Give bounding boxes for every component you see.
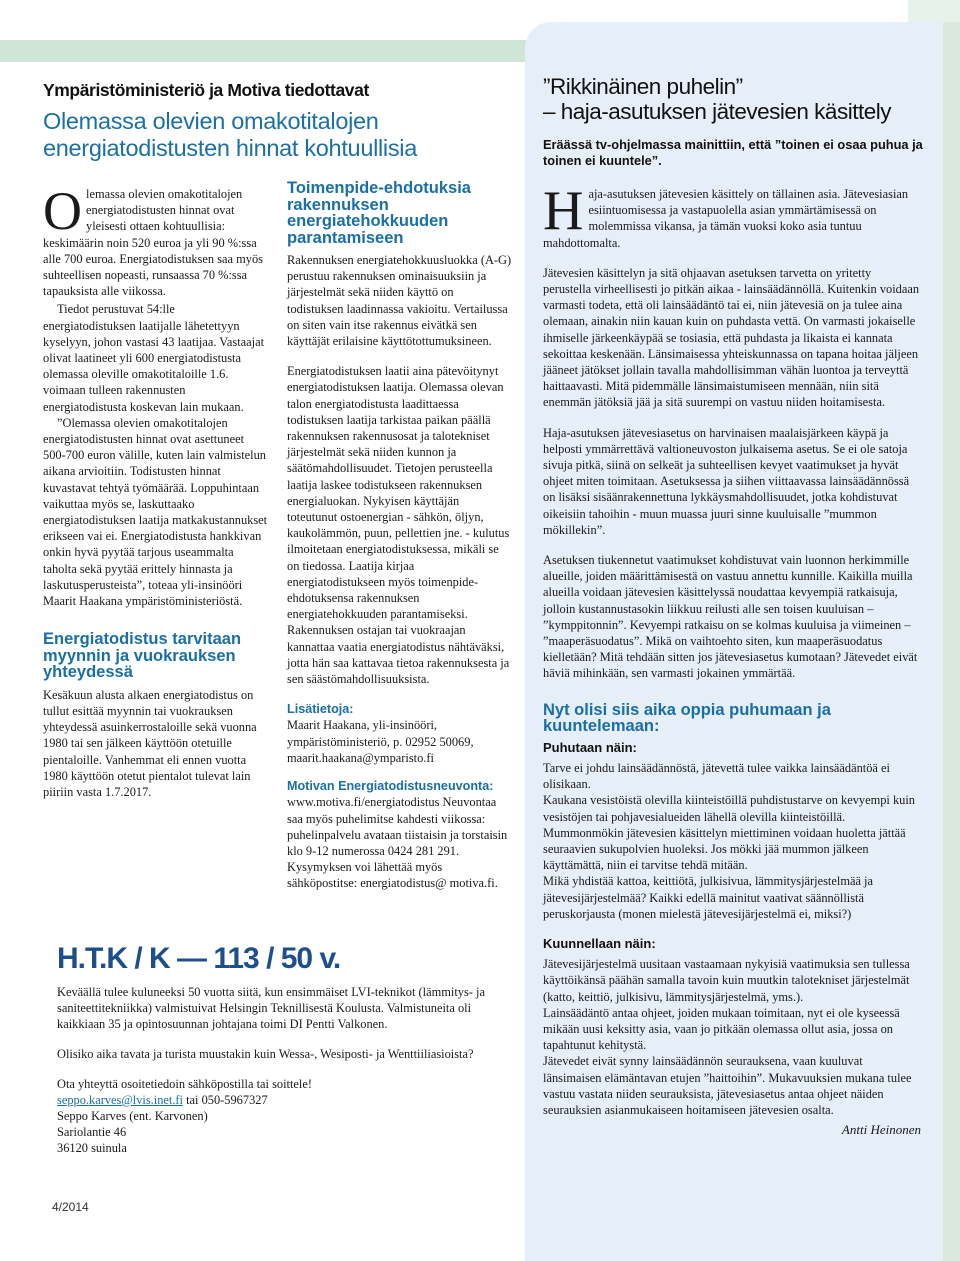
right-title-line-1: ”Rikkinäinen puhelin”	[543, 74, 743, 99]
htk-phone: tai 050-5967327	[183, 1093, 268, 1107]
contact-info: Maarit Haakana, yli-insinööri, ympäristöministeriö, p. 02952 50069, maarit.haakana@ymparisto.fi	[287, 718, 474, 765]
right-subheading-listen: Kuunnellaan näin:	[543, 935, 656, 951]
subheading-more-info: Lisätietoja:	[287, 702, 354, 717]
right-edge-strip	[943, 22, 960, 1261]
right-paragraph-8: Mikä yhdistää kattoa, keittiötä, julkisivua, lämmitysjärjestelmää ja jätevesijärjestelmää? Kaikki edellä mainitut vaativat säännöllistä peruskorjausta (monen mielestä jätevesijärjestelmä ei, miksi?)	[543, 874, 873, 921]
top-corner-accent	[908, 0, 960, 22]
right-title-line-2: – haja-asutuksen jätevesien käsittely	[543, 99, 891, 124]
right-paragraph-11: Jätevedet eivät synny lainsäädännön seurauksena, vaan kuuluvat länsimaisen elämäntavan etujen ”haittoihin”. Mukavuuksien mukana tulee vastuu vastata niiden seurauksista, jätevesiasetus antaa ohjeet näiden seurauksien asianmukaiseen hoitamiseen jätevesien osalta.	[543, 1054, 912, 1117]
headline-line-2: energiatodistusten hinnat kohtuullisia	[43, 135, 417, 161]
right-article-lead: Eräässä tv-ohjelmassa mainittiin, että ”toinen ei osaa puhua ja toinen ei kuuntele”.	[543, 137, 923, 168]
htk-email-link[interactable]: seppo.karves@lvis.inet.fi	[57, 1093, 183, 1107]
htk-text	[57, 984, 502, 1156]
htk-paragraph-1: Keväällä tulee kuluneeksi 50 vuotta siitä, kun ensimmäiset LVI-teknikot (lämmitys- ja saniteettitekniikka) valmistuivat Helsingin Teknillisestä Koulusta. Valmistuneita oli kaikkiaan 35 ja opintosuunnan johtajana toimi DI Pentti Valkonen.	[57, 985, 485, 1031]
article-kicker: Ympäristöministeriö ja Motiva tiedottavat	[43, 80, 369, 100]
right-paragraph-1-text: aja-asutuksen jätevesien käsittely on tällainen asia. Jätevesiasian esiintuomisessa ja vastapuolella asian ymmärtämisessä on molemmissa vikansa, ja tämän vuoksi koko asia tuntuu mahdottomalta.	[543, 187, 909, 250]
article-headline	[43, 108, 513, 162]
htk-paragraph-2: Olisiko aika tavata ja turista muustakin kuin Wessa-, Wesiposti- ja Wenttiiliasioista?	[57, 1047, 474, 1061]
right-drop-cap: H	[543, 180, 584, 242]
right-paragraph-5: Tarve ei johdu lainsäädännöstä, jätevettä tulee vaikka lainsäädäntöä ei olisikaan.	[543, 760, 890, 792]
htk-city: 36120 suinula	[57, 1141, 127, 1155]
drop-cap: O	[43, 181, 82, 241]
motiva-info: www.motiva.fi/energiatodistus Neuvontaa saa myös puhelimitse kahdesti viikossa: puhelinpalvelu avataan tiistaisin ja torstaisin klo 9-12 numerossa 0424 281 291. Kysymyksen voi lähettää myös sähköpostitse: energiatodistus@ motiva.fi.	[287, 795, 508, 891]
subheading-sale-rental: Energiatodistus tarvitaan myynnin ja vuokrauksen yhteydessä	[43, 630, 242, 682]
left-column-1	[43, 181, 269, 800]
subheading-motiva: Motivan Energiatodistusneuvonta:	[287, 779, 494, 794]
right-article-body	[543, 180, 921, 1138]
right-subheading-learn: Nyt olisi siis aika oppia puhumaan ja kuuntelemaan:	[543, 700, 831, 735]
htk-contact-line	[57, 1092, 502, 1108]
htk-name: Seppo Karves (ent. Karvonen)	[57, 1109, 208, 1123]
subheading-improvements: Toimenpide-ehdotuksia rakennuksen energiatehokkuuden parantamiseen	[287, 179, 471, 247]
right-paragraph-6: Kaukana vesistöistä olevilla kiinteistöillä puhdistustarve on kevyempi kuin vesistöjen tai pohjavesialueiden lähellä olevilla kiinteistöillä.	[543, 793, 915, 824]
right-paragraph-9: Jätevesijärjestelmä uusitaan vastaamaan nykyisiä vaatimuksia sen tullessa käyttöikänsä päähän samalla tavoin kuin muutkin talotekniset järjestelmät (katto, keittiö, julkisivu, lämmitysjärjestelmä, yms.).	[543, 957, 910, 1004]
right-article-title	[543, 74, 923, 124]
right-subheading-speak: Puhutaan näin:	[543, 739, 637, 755]
author-signature: Antti Heinonen	[841, 1122, 921, 1138]
left-column-2	[287, 180, 512, 892]
right-paragraph-4: Asetuksen tiukennetut vaatimukset kohdistuvat vain luonnon herkimmille alueille, joiden määrittämisestä on vastuu annettu kunnille. Kaikilla muilla alueilla voidaan jätevesien käsittelyssä noudattaa kevyempiä ratkaisuja, jolloin kustannustasokin liikkuu reilusti alle sen toisen kuuluisan – ”kymppitonnin”. Kevyempi ratkaisu on se kolmas kuuluisa ja viimeinen – ”maaperäsuodatus”. Mikä on vaihtoehto siten, kun maaperäsuodatus kielletään? Mitä tehdään sitten jos jätevesiasetus kumotaan? Jätevedet eivät häviä mihinkään, sen varmasti jokainen ymmärtää.	[543, 553, 918, 681]
htk-street: Sariolantie 46	[57, 1125, 127, 1139]
paragraph-intro	[43, 181, 269, 299]
htk-title: H.T.K / K — 113 / 50 v.	[57, 942, 341, 975]
paragraph-certifier: Energiatodistuksen laatii aina pätevöitynyt energiatodistuksen laatija. Olemassa olevan talon energiatodistusta laadittaessa todistuksen laatija tarkistaa paikan päällä rakennuksen rakennusosat ja talotekniset järjestelmät sekä niiden kunnon ja säätömahdollisuudet. Tietojen perusteella laatija laskee todistukseen rakennuksen energialuokan. Nykyisen käyttäjän toteutunut ostoenergian - sähkön, öljyn, kaukolämmön, puun, pellettien jne. - kulutus ilmoitetaan energiatodistuksessa, mikäli se on tiedossa. Laatija kirjaa energiatodistukseen myös toimenpide-ehdotuksensa rakennuksen energiatehokkuuden parantamiseksi. Rakennuksen ostajan tai vuokraajan kannattaa vaatia energiatodistus nähtäväksi, jotta hän saa kattavaa tietoa rakennuksesta ja sen säästömahdollisuuksista.	[287, 364, 510, 687]
htk-paragraph-3: Ota yhteyttä osoitetiedoin sähköpostilla tai soittele!	[57, 1077, 312, 1091]
headline-line-1: Olemassa olevien omakotitalojen	[43, 108, 379, 134]
right-paragraph-2: Jätevesien käsittelyn ja sitä ohjaavan asetuksen tarvetta on yritetty perustella virheellisesti jo pitkän aikaa - lainsäädännöllä. Kuitenkin voidaan varmasti todeta, että oli lainsäädäntö tai ei, niin jätevesiä on ja tulee aina olemaan, ainakin niin kauan kuin on puhdasta vettä. On varmasti jokaiselle ihmiselle järkeenkäypää se tosiasia, että puhdasta ja likaista ei kannata sekoittaa keskenään. Länsimaisessa yhteiskunnassa on tapana hoitaa jäljeen jääneet jätökset jollain tavalla mahdollisimman vähän luontoa ja terveyttä haittaavasti. Mitä pidemmälle länsimaistumiseen mennään, niin sitä enemmän jätöksiä jää ja sitä suurempi on vastuu niiden hoitamisesta.	[543, 265, 920, 410]
right-paragraph-10: Lainsäädäntö antaa ohjeet, joiden mukaan toimitaan, nyt ei ole kyseessä mikään uusi keksitty asia, vaan jo pitkään olemassa ollut asia, jossa on tapahtunut kehitystä.	[543, 1005, 900, 1053]
right-paragraph-1	[543, 180, 921, 251]
paragraph-requirement: Kesäkuun alusta alkaen energiatodistus on tullut esittää myynnin tai vuokrauksen yhteydessä asuinkerrostaloille sekä vuonna 1980 tai sen jälkeen käyttöön otetuille pientaloille. Vanhemmat eli ennen vuotta 1980 käyttöön otetut pientalot tulevat lain piiriin vasta 1.7.2017.	[43, 687, 257, 799]
right-paragraph-7: Mummonmökin jätevesien käsittelyn miettiminen voidaan huoletta jättää seuraavien sukupolvien huoleksi. Jos mökki jää mummon jälkeen käyttämättä, niin ei tarvitse tehdä mitään.	[543, 825, 906, 873]
paragraph-intro-text: lemassa olevien omakotitalojen energiatodistusten hinnat ovat yleisesti ottaen kohtuullisia: keskimäärin noin 520 euroa ja yli 90 %:ssa alle 700 euroa. Energiatodistuksen saa myös suhteellisen nopeasti, runsaassa 70 %:ssa tapauksista alle viikossa.	[43, 187, 263, 299]
paragraph-survey: Tiedot perustuvat 54:lle energiatodistuksen laatijalle lähetettyyn kyselyyn, johon vastasi 43 laatijaa. Vastaajat olivat laatineet yli 600 energiatodistusta olemassa oleville omakotitaloille 1.6. voimaan tulleen rakennusten energiatodistusta koskevan lain mukaan.	[43, 302, 265, 414]
right-paragraph-3: Haja-asutuksen jätevesiasetus on harvinaisen maalaisjärkeen käypä ja helposti ymmärrettävä valtioneuvoston julkaisema asetus. Se ei ole satoja sivuja pitkä, siinä on selkeät ja suhteellisen kevyet vaatimukset ja hyvät ohjeet miten toimitaan. Asetuksessa ja siihen viittaavassa lainsäädännössä on lisäksi sisäänrakennettuna lykkäysmahdollisuudet, jotka kohdistuvat oikeisiin tahoihin - muun muassa juuri sinne kuuluisalle ”mummon mökillekin”.	[543, 425, 910, 537]
page-number: 4/2014	[52, 1200, 89, 1214]
paragraph-energy-class: Rakennuksen energiatehokkuusluokka (A-G) perustuu rakennuksen ominaisuuksiin ja järjestelmät sekä niiden käyttö on todistuksen laadinnassa vakioitu. Vertailussa on siten vain itse rakennus eivätkä sen käyttäjät erilaisine käyttötottumuksineen.	[287, 253, 512, 349]
paragraph-quote: ”Olemassa olevien omakotitalojen energiatodistusten hinnat ovat asettuneet 500-700 euron välille, kuten lain valmistelun aikana arvioitiin. Todistusten hinnat kuvastavat tehtyä työmäärää. Loppuhintaan vaikuttaa myös se, laskuttaako energiatodistuksen laatija matkakustannukset erikseen vai ei. Energiatodistusta hankkivan onkin hyvä pyytää tarjous useammalta taholta sekä pyytää erittely hinnasta ja laskutusperusteista”, toteaa yli-insinööri Maarit Haakana ympäristöministeriöstä.	[43, 415, 268, 609]
